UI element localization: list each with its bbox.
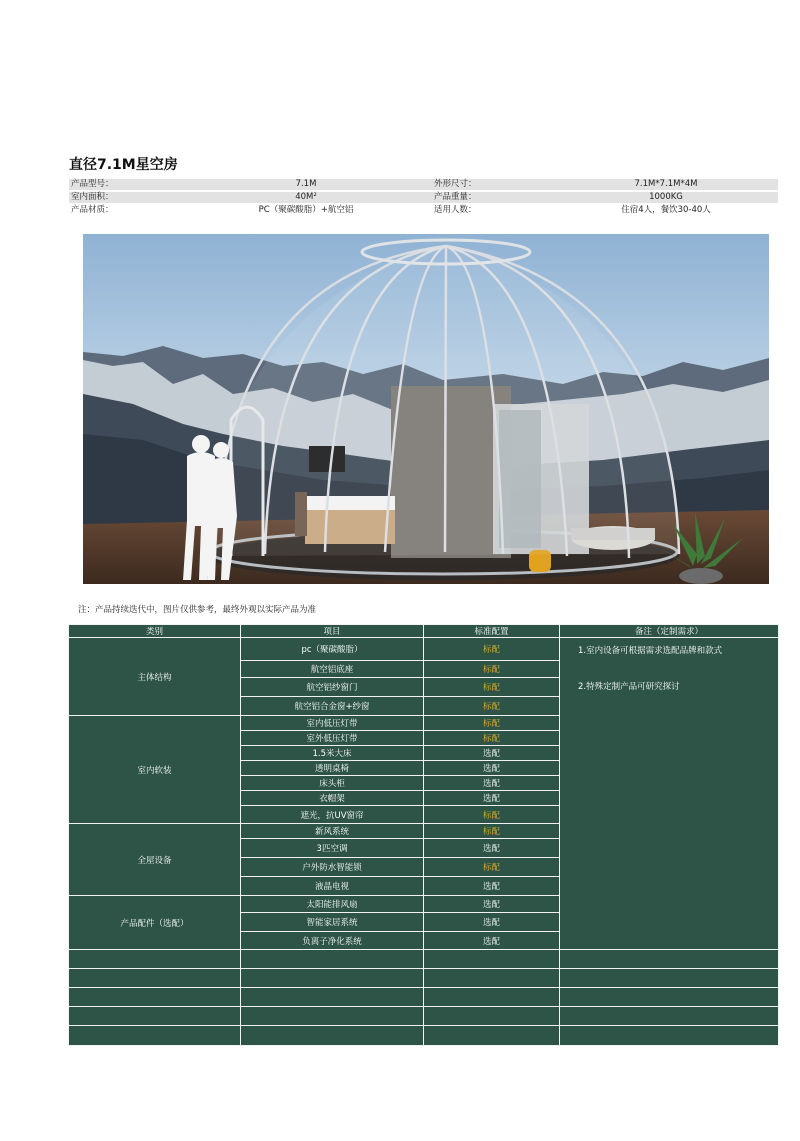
- item-standard: 选配: [424, 746, 560, 761]
- item-standard: 选配: [424, 932, 560, 950]
- item-standard: 选配: [424, 896, 560, 913]
- remark-line: 1.室内设备可根据需求选配品牌和款式: [578, 646, 723, 656]
- item-name: 液晶电视: [241, 877, 424, 896]
- spec-label: 外形尺寸：: [434, 179, 477, 189]
- item-standard: 选配: [424, 791, 560, 806]
- header-category: 类别: [69, 625, 241, 638]
- item-name: 床头柜: [241, 776, 424, 791]
- dome-illustration: [83, 234, 769, 584]
- item-standard: 标配: [424, 731, 560, 746]
- category-cell: 主体结构: [69, 638, 241, 716]
- item-name: 室外低压灯带: [241, 731, 424, 746]
- empty-row: [69, 1007, 779, 1026]
- spec-label: 室内面积：: [71, 192, 114, 202]
- disclaimer-note: 注：产品持续迭代中，图片仅供参考，最终外观以实际产品为准: [78, 605, 317, 615]
- spec-row: [69, 179, 778, 190]
- item-standard: 选配: [424, 913, 560, 932]
- remark-line: 2.特殊定制产品可研究探讨: [578, 682, 680, 692]
- spec-value: 住宿4人，餐饮30-40人: [621, 205, 711, 215]
- category-cell: 室内软装: [69, 716, 241, 824]
- empty-row: [69, 988, 779, 1007]
- item-standard: 选配: [424, 761, 560, 776]
- item-name: 透明桌椅: [241, 761, 424, 776]
- spec-label: 产品重量：: [434, 192, 477, 202]
- header-item: 项目: [241, 625, 424, 638]
- item-name: 户外防水智能锁: [241, 858, 424, 877]
- item-standard: 标配: [424, 638, 560, 661]
- empty-row: [69, 1026, 779, 1046]
- item-standard: 标配: [424, 806, 560, 824]
- spec-sheet: [69, 179, 778, 218]
- item-standard: 选配: [424, 839, 560, 858]
- empty-row: [69, 950, 779, 969]
- item-name: 3匹空调: [241, 839, 424, 858]
- item-standard: 标配: [424, 716, 560, 731]
- item-standard: 标配: [424, 678, 560, 697]
- page-title: 直径7.1M星空房: [69, 157, 178, 173]
- spec-value: PC（聚碳酸脂）+航空铝: [258, 205, 354, 215]
- item-standard: 标配: [424, 661, 560, 678]
- item-standard: 选配: [424, 877, 560, 896]
- spec-value: 7.1M*7.1M*4M: [634, 179, 698, 189]
- spec-label: 产品型号：: [71, 179, 114, 189]
- item-name: 航空铝底座: [241, 661, 424, 678]
- item-name: 航空铝合金窗+纱窗: [241, 697, 424, 716]
- spec-label: 适用人数：: [434, 205, 477, 215]
- spec-row: [69, 192, 778, 203]
- item-standard: 标配: [424, 824, 560, 839]
- spec-value: 1000KG: [649, 192, 683, 202]
- item-name: pc（聚碳酸脂）: [241, 638, 424, 661]
- remarks-cell: [560, 638, 779, 950]
- spec-label: 产品材质：: [71, 205, 114, 215]
- item-name: 1.5米大床: [241, 746, 424, 761]
- item-standard: 标配: [424, 858, 560, 877]
- item-name: 衣帽架: [241, 791, 424, 806]
- item-name: 新风系统: [241, 824, 424, 839]
- item-name: 遮光，抗UV窗帘: [241, 806, 424, 824]
- header-standard: 标准配置: [424, 625, 560, 638]
- category-cell: 产品配件（选配）: [69, 896, 241, 950]
- spec-value: 7.1M: [295, 179, 317, 189]
- product-photo: [83, 234, 769, 584]
- configuration-table: [68, 624, 779, 1046]
- spec-row: [69, 205, 778, 216]
- item-standard: 标配: [424, 697, 560, 716]
- item-name: 室内低压灯带: [241, 716, 424, 731]
- item-name: 负离子净化系统: [241, 932, 424, 950]
- spec-value: 40M²: [295, 192, 317, 202]
- empty-row: [69, 969, 779, 988]
- item-name: 智能家居系统: [241, 913, 424, 932]
- category-cell: 全屋设备: [69, 824, 241, 896]
- item-name: 航空铝纱窗门: [241, 678, 424, 697]
- item-standard: 选配: [424, 776, 560, 791]
- item-name: 太阳能排风扇: [241, 896, 424, 913]
- header-remarks: 备注（定制需求）: [560, 625, 779, 638]
